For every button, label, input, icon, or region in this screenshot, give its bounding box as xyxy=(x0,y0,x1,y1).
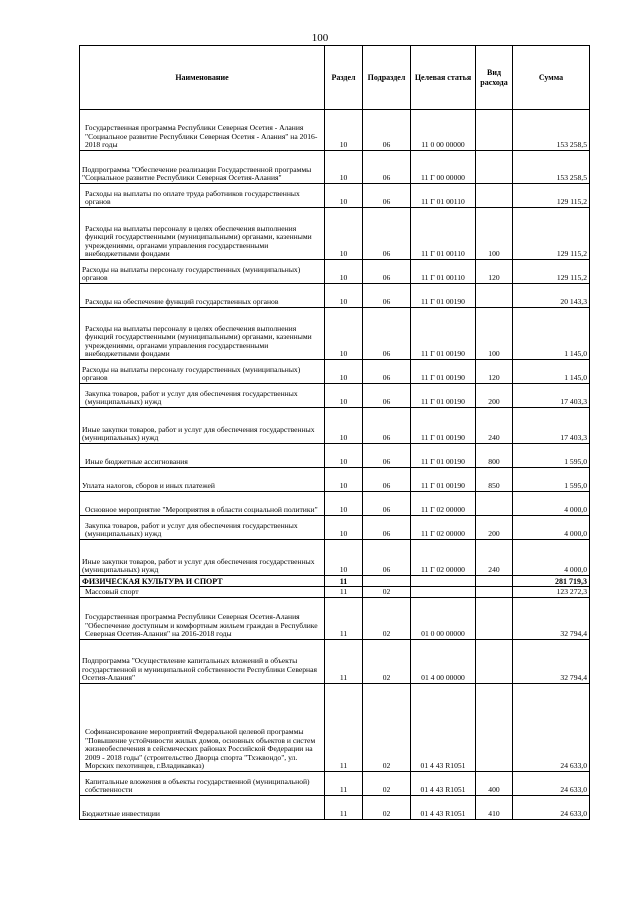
cell-subsection: 06 xyxy=(363,408,411,444)
table-row xyxy=(80,444,590,468)
table-row xyxy=(80,408,590,444)
cell-sum: 20 143,3 xyxy=(513,284,590,308)
cell-subsection: 02 xyxy=(363,598,411,640)
cell-name: Расходы на выплаты персоналу в целях обеспечения выполнения функций государственными (муниципальными) органами, казенными учреждениями, органами управления государственными внебюджетными фондами xyxy=(80,208,325,260)
table-row xyxy=(80,772,590,796)
cell-subsection: 02 xyxy=(363,796,411,820)
cell-name: ФИЗИЧЕСКАЯ КУЛЬТУРА И СПОРТ xyxy=(80,576,325,587)
cell-subsection: 06 xyxy=(363,384,411,408)
cell-section: 10 xyxy=(325,492,363,516)
cell-subsection: 06 xyxy=(363,360,411,384)
table-row xyxy=(80,284,590,308)
cell-subsection: 06 xyxy=(363,110,411,151)
cell-type: 850 xyxy=(476,468,513,492)
cell-subsection: 06 xyxy=(363,492,411,516)
cell-name: Основное мероприятие "Мероприятия в области социальной политики" xyxy=(80,492,325,516)
cell-sum: 4 000,0 xyxy=(513,516,590,540)
table-row xyxy=(80,260,590,284)
cell-sum: 32 794,4 xyxy=(513,640,590,684)
cell-target: 01 0 00 00000 xyxy=(411,598,476,640)
cell-name: Уплата налогов, сборов и иных платежей xyxy=(80,468,325,492)
cell-section: 10 xyxy=(325,444,363,468)
cell-subsection: 06 xyxy=(363,444,411,468)
table-row xyxy=(80,151,590,184)
cell-subsection: 06 xyxy=(363,468,411,492)
cell-sum: 1 595,0 xyxy=(513,468,590,492)
cell-section: 10 xyxy=(325,540,363,576)
cell-sum: 17 403,3 xyxy=(513,384,590,408)
cell-section: 11 xyxy=(325,772,363,796)
cell-target: 11 Г 00 00000 xyxy=(411,151,476,184)
cell-name: Расходы на выплаты по оплате труда работников государственных органов xyxy=(80,184,325,208)
table-row xyxy=(80,468,590,492)
cell-subsection: 02 xyxy=(363,772,411,796)
cell-type: 200 xyxy=(476,384,513,408)
cell-section: 10 xyxy=(325,516,363,540)
cell-section: 11 xyxy=(325,640,363,684)
cell-name: Софинансирование мероприятий Федеральной целевой программы "Повышение устойчивости жилых домов, основных объектов и систем жизнеобеспечения в сейсмических районах Российской Федерации на 2009 - 2018 годы" (строительство Дворца спорта "Тхэквондо", ул. Морских пехотинцев, г.Владикавказ) xyxy=(80,684,325,772)
cell-type: 100 xyxy=(476,208,513,260)
cell-target: 11 Г 01 00190 xyxy=(411,284,476,308)
cell-section: 10 xyxy=(325,284,363,308)
cell-type xyxy=(476,284,513,308)
cell-name: Расходы на выплаты персоналу государственных (муниципальных) органов xyxy=(80,260,325,284)
cell-section: 11 xyxy=(325,587,363,598)
cell-section: 11 xyxy=(325,684,363,772)
cell-subsection: 06 xyxy=(363,308,411,360)
table-row xyxy=(80,184,590,208)
cell-type xyxy=(476,184,513,208)
cell-sum: 1 145,0 xyxy=(513,360,590,384)
cell-name: Расходы на выплаты персоналу государственных (муниципальных) органов xyxy=(80,360,325,384)
cell-name: Иные бюджетные ассигнования xyxy=(80,444,325,468)
cell-subsection: 02 xyxy=(363,587,411,598)
cell-sum: 24 633,0 xyxy=(513,684,590,772)
table-row xyxy=(80,576,590,587)
table-row xyxy=(80,540,590,576)
cell-type xyxy=(476,587,513,598)
cell-subsection: 06 xyxy=(363,184,411,208)
cell-section: 10 xyxy=(325,408,363,444)
cell-sum: 4 000,0 xyxy=(513,540,590,576)
cell-name: Расходы на выплаты персоналу в целях обеспечения выполнения функций государственными (муниципальными) органами, казенными учреждениями, органами управления государственными внебюджетными фондами xyxy=(80,308,325,360)
table-row xyxy=(80,360,590,384)
cell-type: 240 xyxy=(476,408,513,444)
header-name: Наименование xyxy=(80,46,325,110)
cell-target: 01 4 43 R1051 xyxy=(411,796,476,820)
cell-name: Иные закупки товаров, работ и услуг для обеспечения государственных (муниципальных) нужд xyxy=(80,408,325,444)
cell-sum: 129 115,2 xyxy=(513,184,590,208)
cell-type: 120 xyxy=(476,360,513,384)
cell-subsection xyxy=(363,576,411,587)
cell-sum: 153 258,5 xyxy=(513,110,590,151)
cell-type xyxy=(476,576,513,587)
cell-type xyxy=(476,684,513,772)
cell-name: Массовый спорт xyxy=(80,587,325,598)
cell-subsection: 06 xyxy=(363,260,411,284)
budget-table xyxy=(79,45,590,820)
cell-sum: 24 633,0 xyxy=(513,772,590,796)
cell-section: 11 xyxy=(325,796,363,820)
cell-target: 11 Г 01 00190 xyxy=(411,308,476,360)
table-row xyxy=(80,598,590,640)
cell-target: 11 Г 01 00190 xyxy=(411,360,476,384)
cell-target: 11 Г 02 00000 xyxy=(411,516,476,540)
cell-name: Подпрограмма "Обеспечение реализации Государственной программы "Социальное развитие Республики Северная Осетия-Алания" xyxy=(80,151,325,184)
cell-name: Закупка товаров, работ и услуг для обеспечения государственных (муниципальных) нужд xyxy=(80,516,325,540)
cell-name: Капитальные вложения в объекты государственной (муниципальной) собственности xyxy=(80,772,325,796)
cell-target: 11 Г 01 00110 xyxy=(411,208,476,260)
header-target: Целевая статья xyxy=(411,46,476,110)
cell-section: 10 xyxy=(325,110,363,151)
cell-section: 11 xyxy=(325,598,363,640)
cell-sum: 153 258,5 xyxy=(513,151,590,184)
cell-target xyxy=(411,587,476,598)
cell-name: Государственная программа Республики Северная Осетия - Алания "Социальное развитие Республики Северная Осетия - Алания" на 2016-2018 годы xyxy=(80,110,325,151)
cell-sum: 129 115,2 xyxy=(513,208,590,260)
table-row xyxy=(80,684,590,772)
page-number: 100 xyxy=(311,32,329,44)
cell-subsection: 06 xyxy=(363,516,411,540)
header-type: Вид расхода xyxy=(476,46,513,110)
table-row xyxy=(80,796,590,820)
table-header-row xyxy=(80,46,590,110)
cell-sum: 129 115,2 xyxy=(513,260,590,284)
cell-subsection: 02 xyxy=(363,640,411,684)
cell-name: Бюджетные инвестиции xyxy=(80,796,325,820)
cell-name: Закупка товаров, работ и услуг для обеспечения государственных (муниципальных) нужд xyxy=(80,384,325,408)
cell-type xyxy=(476,492,513,516)
cell-type xyxy=(476,598,513,640)
cell-subsection: 02 xyxy=(363,684,411,772)
cell-section: 10 xyxy=(325,151,363,184)
cell-name: Государственная программа Республики Северная Осетия-Алания "Обеспечение доступным и комфортным жильем граждан в Республике Северная Осетия-Алания" на 2016-2018 годы xyxy=(80,598,325,640)
header-section: Раздел xyxy=(325,46,363,110)
cell-target: 01 4 43 R1051 xyxy=(411,684,476,772)
cell-sum: 123 272,3 xyxy=(513,587,590,598)
cell-sum: 281 719,3 xyxy=(513,576,590,587)
cell-name: Иные закупки товаров, работ и услуг для обеспечения государственных (муниципальных) нужд xyxy=(80,540,325,576)
table-row xyxy=(80,492,590,516)
cell-target: 11 Г 02 00000 xyxy=(411,540,476,576)
cell-subsection: 06 xyxy=(363,284,411,308)
cell-type xyxy=(476,151,513,184)
table-row xyxy=(80,208,590,260)
cell-target: 11 Г 01 00190 xyxy=(411,408,476,444)
cell-section: 10 xyxy=(325,260,363,284)
cell-section: 10 xyxy=(325,184,363,208)
cell-target: 11 Г 02 00000 xyxy=(411,492,476,516)
header-subsection: Подраздел xyxy=(363,46,411,110)
cell-name: Подпрограмма "Осуществление капитальных вложений в объекты государственной и муниципальной собственности Республики Северная Осетия-Алания" xyxy=(80,640,325,684)
header-sum: Сумма xyxy=(513,46,590,110)
cell-target: 11 Г 01 00190 xyxy=(411,384,476,408)
cell-sum: 1 595,0 xyxy=(513,444,590,468)
cell-type: 240 xyxy=(476,540,513,576)
cell-type: 800 xyxy=(476,444,513,468)
cell-subsection: 06 xyxy=(363,208,411,260)
cell-subsection: 06 xyxy=(363,540,411,576)
cell-target: 01 4 00 00000 xyxy=(411,640,476,684)
cell-section: 10 xyxy=(325,208,363,260)
cell-type xyxy=(476,110,513,151)
cell-sum: 24 633,0 xyxy=(513,796,590,820)
cell-section: 11 xyxy=(325,576,363,587)
cell-target: 11 Г 01 00190 xyxy=(411,468,476,492)
cell-name: Расходы на обеспечение функций государственных органов xyxy=(80,284,325,308)
cell-sum: 4 000,0 xyxy=(513,492,590,516)
cell-section: 10 xyxy=(325,468,363,492)
cell-target: 11 Г 01 00110 xyxy=(411,184,476,208)
cell-subsection: 06 xyxy=(363,151,411,184)
cell-type: 100 xyxy=(476,308,513,360)
cell-section: 10 xyxy=(325,384,363,408)
cell-section: 10 xyxy=(325,308,363,360)
cell-section: 10 xyxy=(325,360,363,384)
cell-type: 120 xyxy=(476,260,513,284)
table-row xyxy=(80,110,590,151)
table-row xyxy=(80,640,590,684)
table-row xyxy=(80,308,590,360)
cell-type: 400 xyxy=(476,772,513,796)
cell-target: 01 4 43 R1051 xyxy=(411,772,476,796)
table-row xyxy=(80,516,590,540)
cell-type: 410 xyxy=(476,796,513,820)
cell-type xyxy=(476,640,513,684)
table-row xyxy=(80,587,590,598)
cell-target: 11 Г 01 00110 xyxy=(411,260,476,284)
table-row xyxy=(80,384,590,408)
cell-sum: 32 794,4 xyxy=(513,598,590,640)
cell-target: 11 0 00 00000 xyxy=(411,110,476,151)
cell-sum: 1 145,0 xyxy=(513,308,590,360)
cell-type: 200 xyxy=(476,516,513,540)
cell-target xyxy=(411,576,476,587)
cell-sum: 17 403,3 xyxy=(513,408,590,444)
cell-target: 11 Г 01 00190 xyxy=(411,444,476,468)
